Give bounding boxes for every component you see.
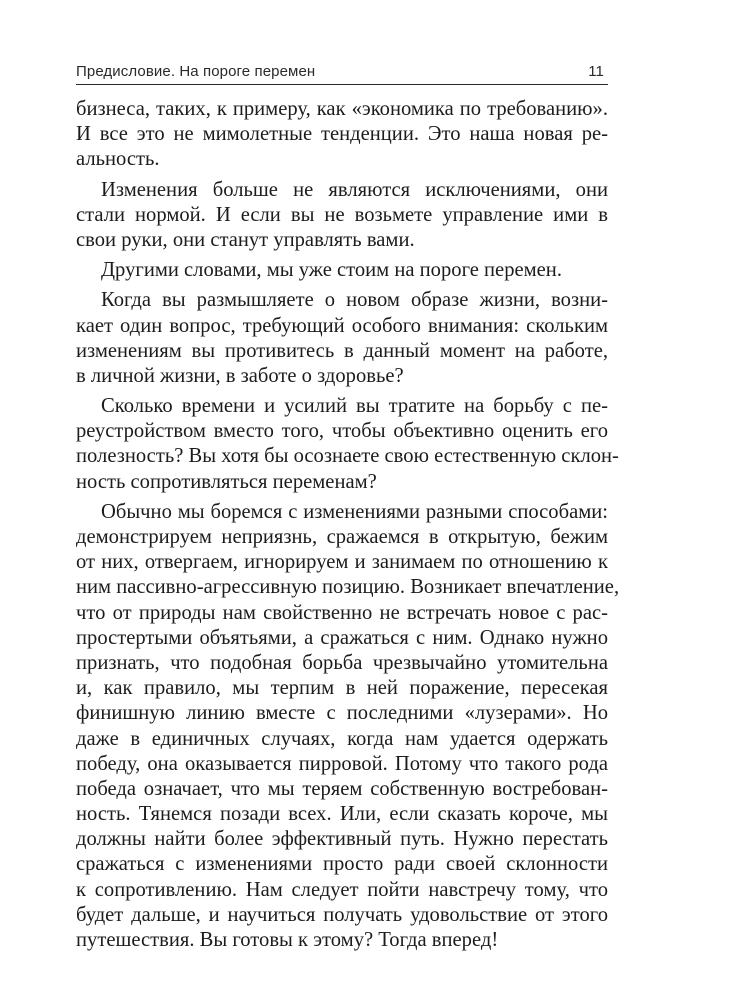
text-line: свои руки, они станут управлять вами. (76, 228, 415, 251)
body-text (76, 97, 620, 953)
text-line: Обычно мы боремся с изменениями разными способами: (101, 500, 608, 523)
text-line: Изменения больше не являются исключениями, они (101, 178, 608, 201)
text-line: должны найти более эффективный путь. Нужно перестать (76, 828, 608, 851)
text-line: ность. Тянемся позади всех. Или, если сказать короче, мы (76, 803, 608, 826)
text-line: полезность? Вы хотя бы осознаете свою естественную склон- (76, 445, 619, 468)
text-line: стали нормой. И если вы не возьмете управление ими в (76, 203, 608, 226)
running-header (76, 56, 608, 80)
paragraph (76, 288, 608, 389)
text-line: финишную линию вместе с последними «лузерами». Но (76, 702, 608, 725)
text-line: в личной жизни, в заботе о здоровье? (76, 364, 404, 387)
text-line: победа означает, что мы теряем собственную востребован- (76, 777, 608, 800)
text-line: альность. (76, 148, 160, 171)
paragraph (76, 500, 620, 953)
paragraph (76, 394, 619, 495)
text-line: кает один вопрос, требующий особого внимания: скольким (76, 314, 608, 337)
text-line: будет дальше, и научиться получать удовольствие от этого (76, 903, 608, 926)
paragraph (76, 97, 608, 173)
paragraph (76, 178, 608, 254)
header-rule (76, 84, 608, 85)
text-line: бизнеса, таких, к примеру, как «экономика по требованию». (76, 98, 608, 120)
text-line: изменениям вы противитесь в данный момент на работе, (76, 339, 608, 362)
text-line: признать, что подобная борьба чрезвычайно утомительна (76, 651, 608, 674)
text-line: реустройством вместо того, чтобы объективно оценить его (76, 420, 608, 443)
text-line: Когда вы размышляете о новом образе жизни, возни- (101, 289, 608, 312)
page-number: 11 (588, 63, 604, 80)
text-line: простертыми объятьями, а сражаться с ним. Однако нужно (76, 626, 608, 649)
text-line: Сколько времени и усилий вы тратите на борьбу с пе- (101, 395, 608, 418)
running-title: Предисловие. На пороге перемен (76, 63, 316, 80)
text-line: демонстрируем неприязнь, сражаемся в открытую, бежим (76, 526, 608, 548)
text-line: и, как правило, мы терпим в ней поражение, пересекая (76, 677, 608, 700)
text-line: от них, отвергаем, игнорируем и занимаем по отношению к (76, 551, 608, 574)
text-line: И все это не мимолетные тенденции. Это наша новая ре- (76, 123, 608, 146)
text-line: путешествия. Вы готовы к этому? Тогда вперед! (76, 929, 499, 951)
text-line: даже в единичных случаях, когда нам удается одержать (76, 727, 608, 750)
text-line: ним пассивно-агрессивную позицию. Возникает впечатление, (76, 576, 620, 599)
text-line: к сопротивлению. Нам следует пойти навстречу тому, что (76, 878, 608, 901)
book-page (76, 56, 620, 958)
paragraph (76, 258, 608, 283)
text-line: сражаться с изменениями просто ради своей склонности (76, 853, 608, 876)
text-line: ность сопротивляться переменам? (76, 470, 377, 493)
text-line: Другими словами, мы уже стоим на пороге перемен. (101, 259, 562, 282)
text-line: что от природы нам свойственно не встречать новое с рас- (76, 601, 608, 624)
text-line: победу, она оказывается пирровой. Потому что такого рода (76, 752, 608, 775)
